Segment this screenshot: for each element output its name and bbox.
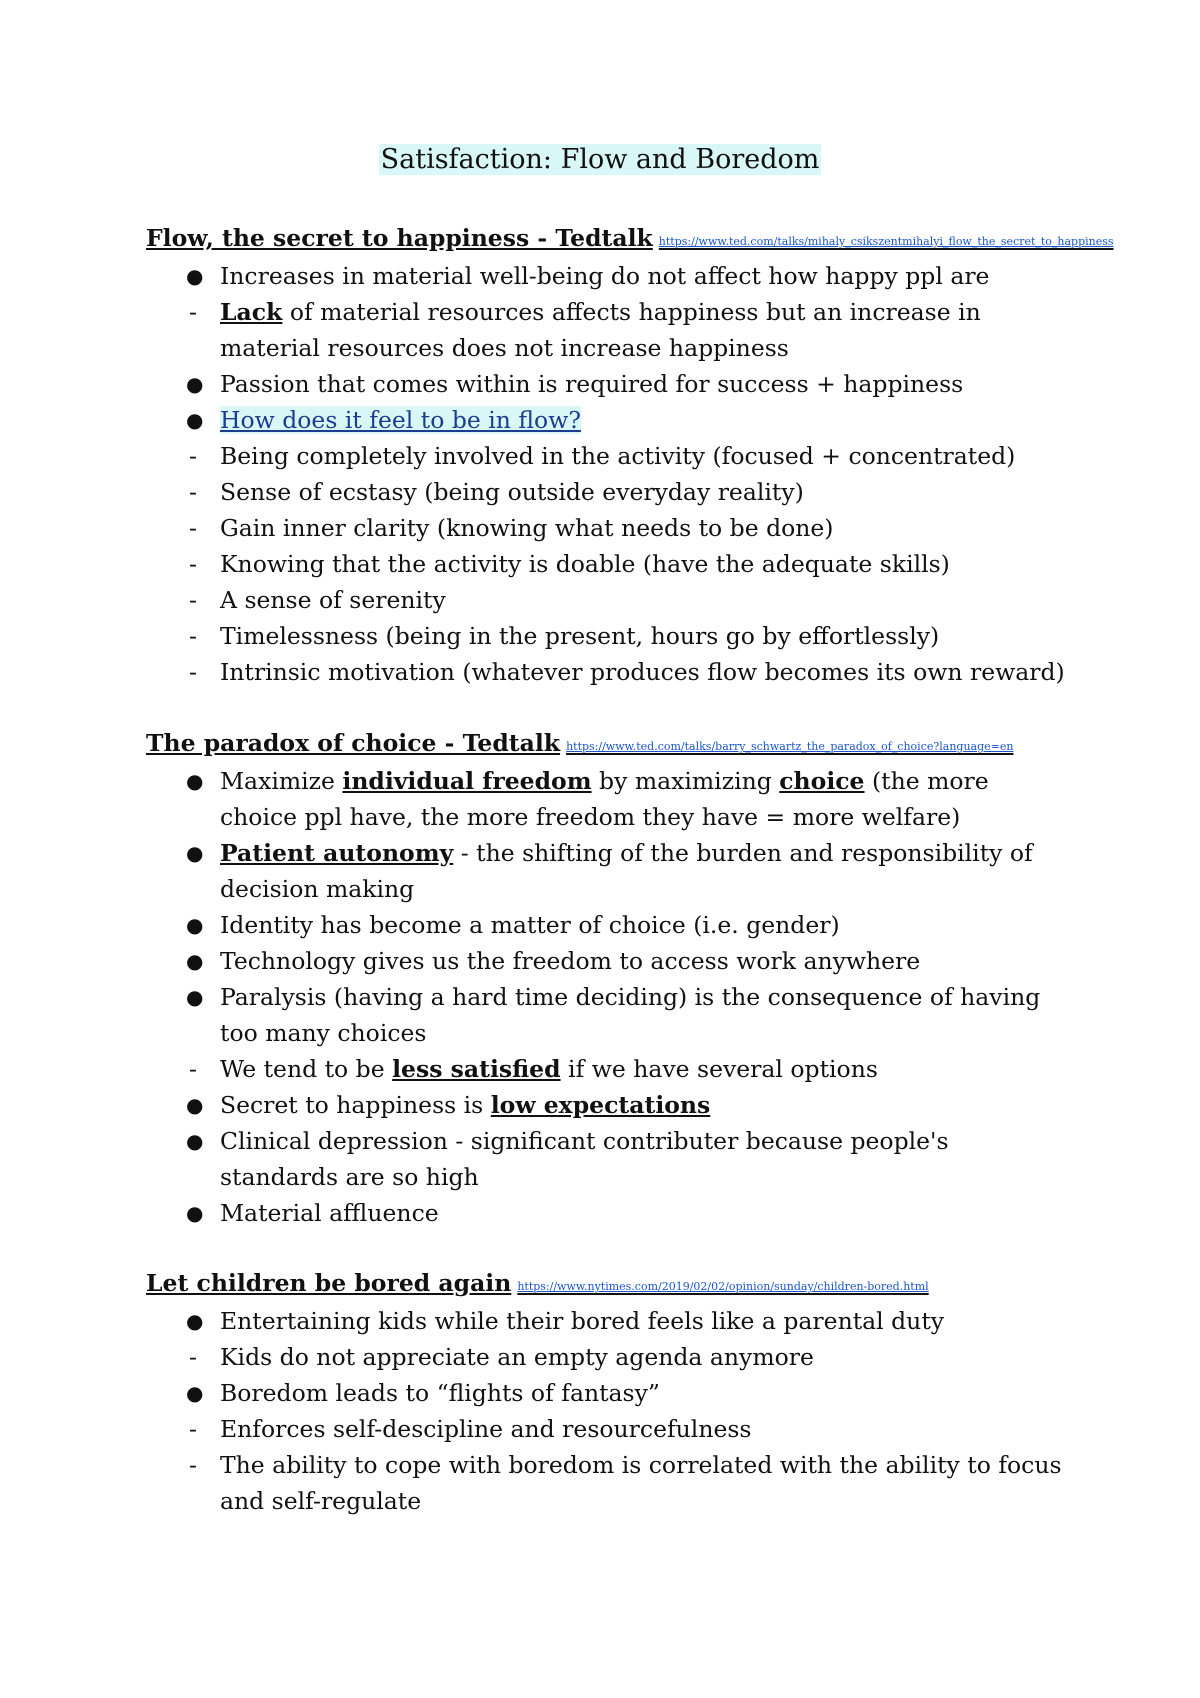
- bullet-icon: ●: [186, 1201, 204, 1225]
- dash-icon: -: [189, 298, 197, 326]
- section-link-bored[interactable]: https://www.nytimes.com/2019/02/02/opinion/sunday/children-bored.html: [517, 1280, 929, 1293]
- section-heading-flow: Flow, the secret to happiness - Tedtalk https://www.ted.com/talks/mihaly_csikszentmihalyi_flow_the_secret_to_happiness: [146, 224, 1114, 252]
- list-item-text: Passion that comes within is required for success + happiness: [220, 370, 964, 398]
- list-item-text: Clinical depression - significant contributer because people's standards are so high: [220, 1127, 949, 1191]
- list-item-text: [220, 402, 1070, 438]
- list-item-text: Increases in material well-being do not affect how happy ppl are: [220, 262, 990, 290]
- list-item-text: The ability to cope with boredom is correlated with the ability to focus and self-regulate: [220, 1451, 1062, 1515]
- section-heading-bored: Let children be bored again https://www.nytimes.com/2019/02/02/opinion/sunday/children-bored.html: [146, 1269, 929, 1297]
- list-item-text: Entertaining kids while their bored feels like a parental duty: [220, 1307, 945, 1335]
- bullet-icon: ●: [186, 1309, 204, 1333]
- list-item-text: Technology gives us the freedom to access work anywhere: [220, 947, 921, 975]
- section-link-flow[interactable]: https://www.ted.com/talks/mihaly_csikszentmihalyi_flow_the_secret_to_happiness: [658, 235, 1114, 248]
- list-item-text: Maximize individual freedom by maximizing choice (the more choice ppl have, the more freedom they have = more welfare): [220, 767, 989, 831]
- list-item-text: Paralysis (having a hard time deciding) is the consequence of having too many choices: [220, 983, 1041, 1047]
- bullet-icon: ●: [186, 769, 204, 793]
- list-item-text: Gain inner clarity (knowing what needs to be done): [220, 514, 834, 542]
- list-item-text: Kids do not appreciate an empty agenda anymore: [220, 1343, 814, 1371]
- list-item-text: Lack of material resources affects happiness but an increase in material resources does not increase happiness: [220, 298, 981, 362]
- dash-icon: -: [189, 658, 197, 686]
- bullet-icon: ●: [186, 264, 204, 288]
- list-item-text: Sense of ecstasy (being outside everyday reality): [220, 478, 804, 506]
- bullet-icon: ●: [186, 949, 204, 973]
- list-item-text: Being completely involved in the activity (focused + concentrated): [220, 442, 1016, 470]
- dash-icon: -: [189, 586, 197, 614]
- dash-icon: -: [189, 1451, 197, 1479]
- bullet-icon: ●: [186, 1093, 204, 1117]
- list-item-text: Boredom leads to “flights of fantasy”: [220, 1379, 660, 1407]
- dash-icon: -: [189, 478, 197, 506]
- list-item-text: Material affluence: [220, 1199, 439, 1227]
- list-item-text: Timelessness (being in the present, hours go by effortlessly): [220, 622, 940, 650]
- list-item-text: Identity has become a matter of choice (i.e. gender): [220, 911, 840, 939]
- section-link-paradox[interactable]: https://www.ted.com/talks/barry_schwartz_the_paradox_of_choice?language=en: [566, 740, 1014, 753]
- dash-icon: -: [189, 514, 197, 542]
- bullet-icon: ●: [186, 841, 204, 865]
- bullet-icon: ●: [186, 1129, 204, 1153]
- dash-icon: -: [189, 1055, 197, 1083]
- bullet-icon: ●: [186, 372, 204, 396]
- dash-icon: -: [189, 1415, 197, 1443]
- list-item-text: Secret to happiness is low expectations: [220, 1091, 711, 1119]
- dash-icon: -: [189, 550, 197, 578]
- bullet-icon: ●: [186, 408, 204, 432]
- list-item-text: We tend to be less satisfied if we have several options: [220, 1055, 878, 1083]
- highlighted-question: How does it feel to be in flow?: [220, 406, 581, 434]
- list-item-text: Enforces self-descipline and resourcefulness: [220, 1415, 752, 1443]
- document-title: Satisfaction: Flow and Boredom: [380, 144, 820, 175]
- dash-icon: -: [189, 442, 197, 470]
- list-item-text: A sense of serenity: [220, 586, 446, 614]
- bullet-icon: ●: [186, 1381, 204, 1405]
- list-item-text: Patient autonomy - the shifting of the burden and responsibility of decision making: [220, 839, 1033, 903]
- section-heading-paradox: The paradox of choice - Tedtalk https://www.ted.com/talks/barry_schwartz_the_paradox_of_choice?language=en: [146, 729, 1014, 757]
- list-item-text: Knowing that the activity is doable (have the adequate skills): [220, 550, 950, 578]
- dash-icon: -: [189, 1343, 197, 1371]
- list-item-text: Intrinsic motivation (whatever produces flow becomes its own reward): [220, 658, 1065, 686]
- bullet-icon: ●: [186, 913, 204, 937]
- dash-icon: -: [189, 622, 197, 650]
- bullet-icon: ●: [186, 985, 204, 1009]
